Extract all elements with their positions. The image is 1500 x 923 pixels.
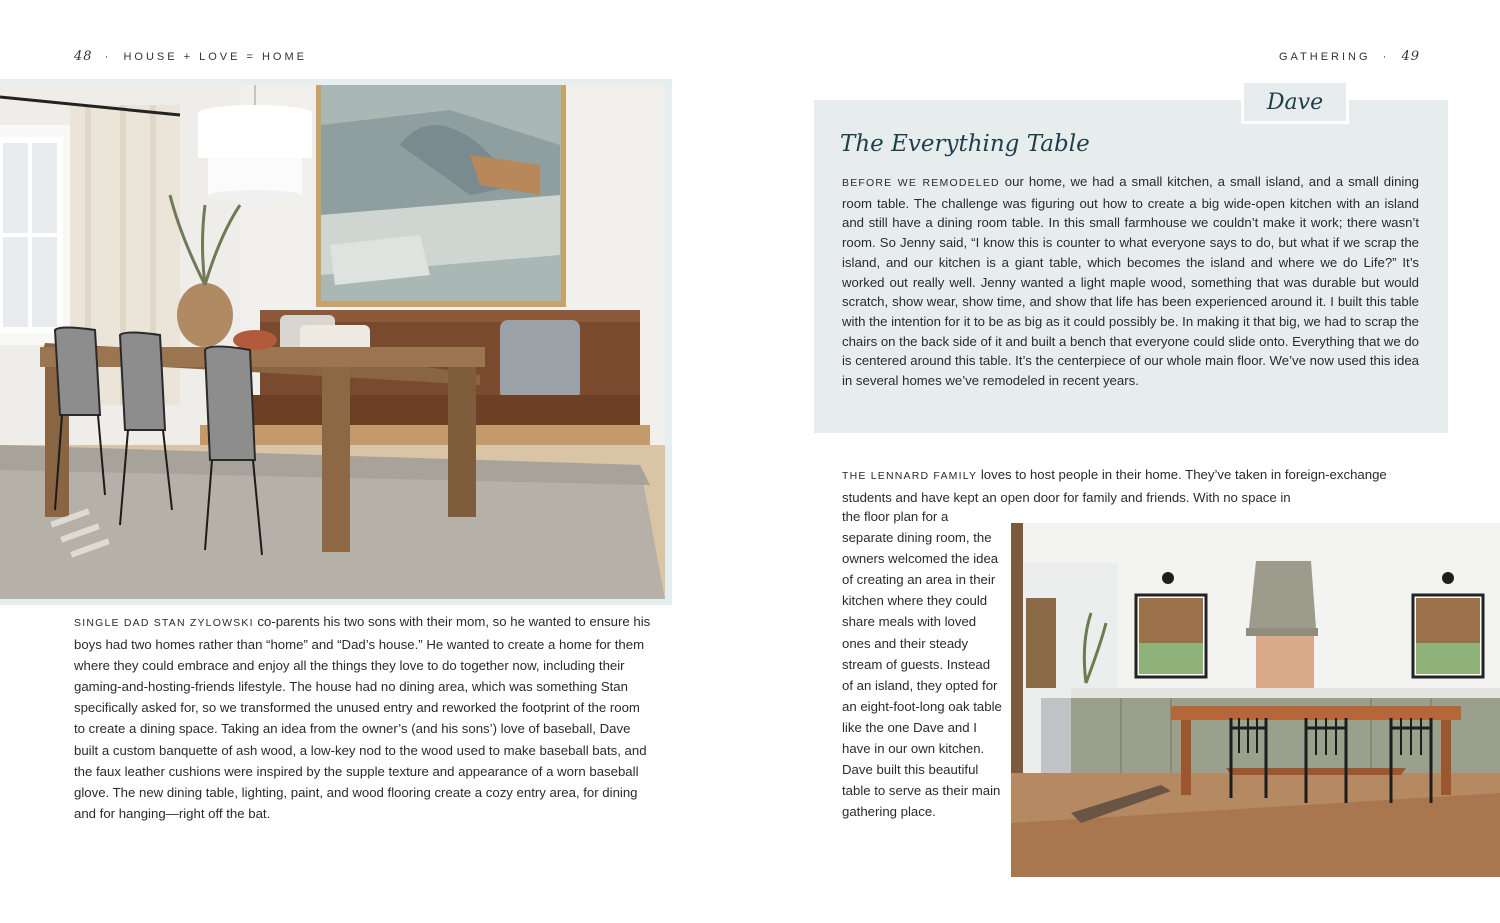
left-caption xyxy=(74,611,654,824)
right-running-title: GATHERING xyxy=(1278,51,1371,63)
left-running-title: HOUSE + LOVE = HOME xyxy=(123,51,307,63)
sidebar-text xyxy=(842,172,1419,391)
kitchen-photo xyxy=(1011,523,1500,877)
sidebar-lead: BEFORE WE REMODELED xyxy=(842,177,1000,189)
sidebar-body: our home, we had a small kitchen, a small island, and a small dining room table. The challenge was figuring out how to create a big wide-open kitchen with an island and still have a dining room table. In this small farmhouse we couldn’t make it work; there wasn’t room. So Jenny said, “I know this is counter to what everyone says to do, but what if we scrap the island, and our kitchen is a giant table, which becomes the island and where we do Life?” It’s worked out really well. Jenny wanted a light maple wood, something that was durable but would scratch, show wear, show time, and show that life has been experienced around it. I built this table with the intention for it to be as big as it could possibly be. In making it that big, we had to scrap the chairs on the back side of it and built a bench that everyone could slide onto. Everything that we do is centered around this table. It’s the centerpiece of our whole main floor. We’ve now used this idea in several homes we’ve remodeled in recent years. xyxy=(842,174,1419,389)
sidebar-author-tab xyxy=(1241,80,1349,124)
sidebar-author-label: Dave xyxy=(1266,89,1324,115)
left-caption-lead: SINGLE DAD STAN ZYLOWSKI xyxy=(74,617,254,629)
right-caption-intro-block xyxy=(842,464,1402,508)
right-running-head: GATHERING · 49 xyxy=(1278,49,1420,64)
right-caption-rest: the floor plan for a separate dining room, the owners welcomed the idea of creating an area in their kitchen where they could share meals with loved ones and their steady stream of guests. Instead of an island, they opted for an eight-foot-long oak table like the one Dave and I have in our own kitchen. Dave built this beautiful table to serve as their main gathering place. xyxy=(842,509,1002,820)
left-caption-body: co-parents his two sons with their mom, so he wanted to ensure his boys had two homes rather than “home” and “Dad’s house.” He wanted to create a home for them where they could embrace and enjoy all the things they love to do together now, including their gaming-and-hosting-friends lifestyle. The house had no dining area, which was something Stan specifically asked for, so we transformed the unused entry and reworked the footprint of the room to create a dining space. Taking an idea from the owner’s (and his sons’) love of baseball, Dave built a custom banquette of ash wood, a low-key nod to the wood used to make baseball bats, and the faux leather cushions were inspired by the supple texture and appearance of a worn baseball glove. The new dining table, lighting, paint, and wood flooring create a cozy entry area, for dining and for hanging—right off the bat. xyxy=(74,614,651,821)
left-running-head: 48 · HOUSE + LOVE = HOME xyxy=(74,49,307,64)
dining-room-photo xyxy=(0,85,665,599)
sidebar-title: The Everything Table xyxy=(840,131,1090,157)
left-page-number: 48 xyxy=(74,49,93,64)
right-page-number: 49 xyxy=(1401,49,1420,64)
right-caption-lead: THE LENNARD FAMILY xyxy=(842,470,978,482)
right-caption-intro: loves to host people in their home. They’ve taken in foreign-exchange students and have kept an open door for family and friends. With no space in xyxy=(842,467,1387,506)
